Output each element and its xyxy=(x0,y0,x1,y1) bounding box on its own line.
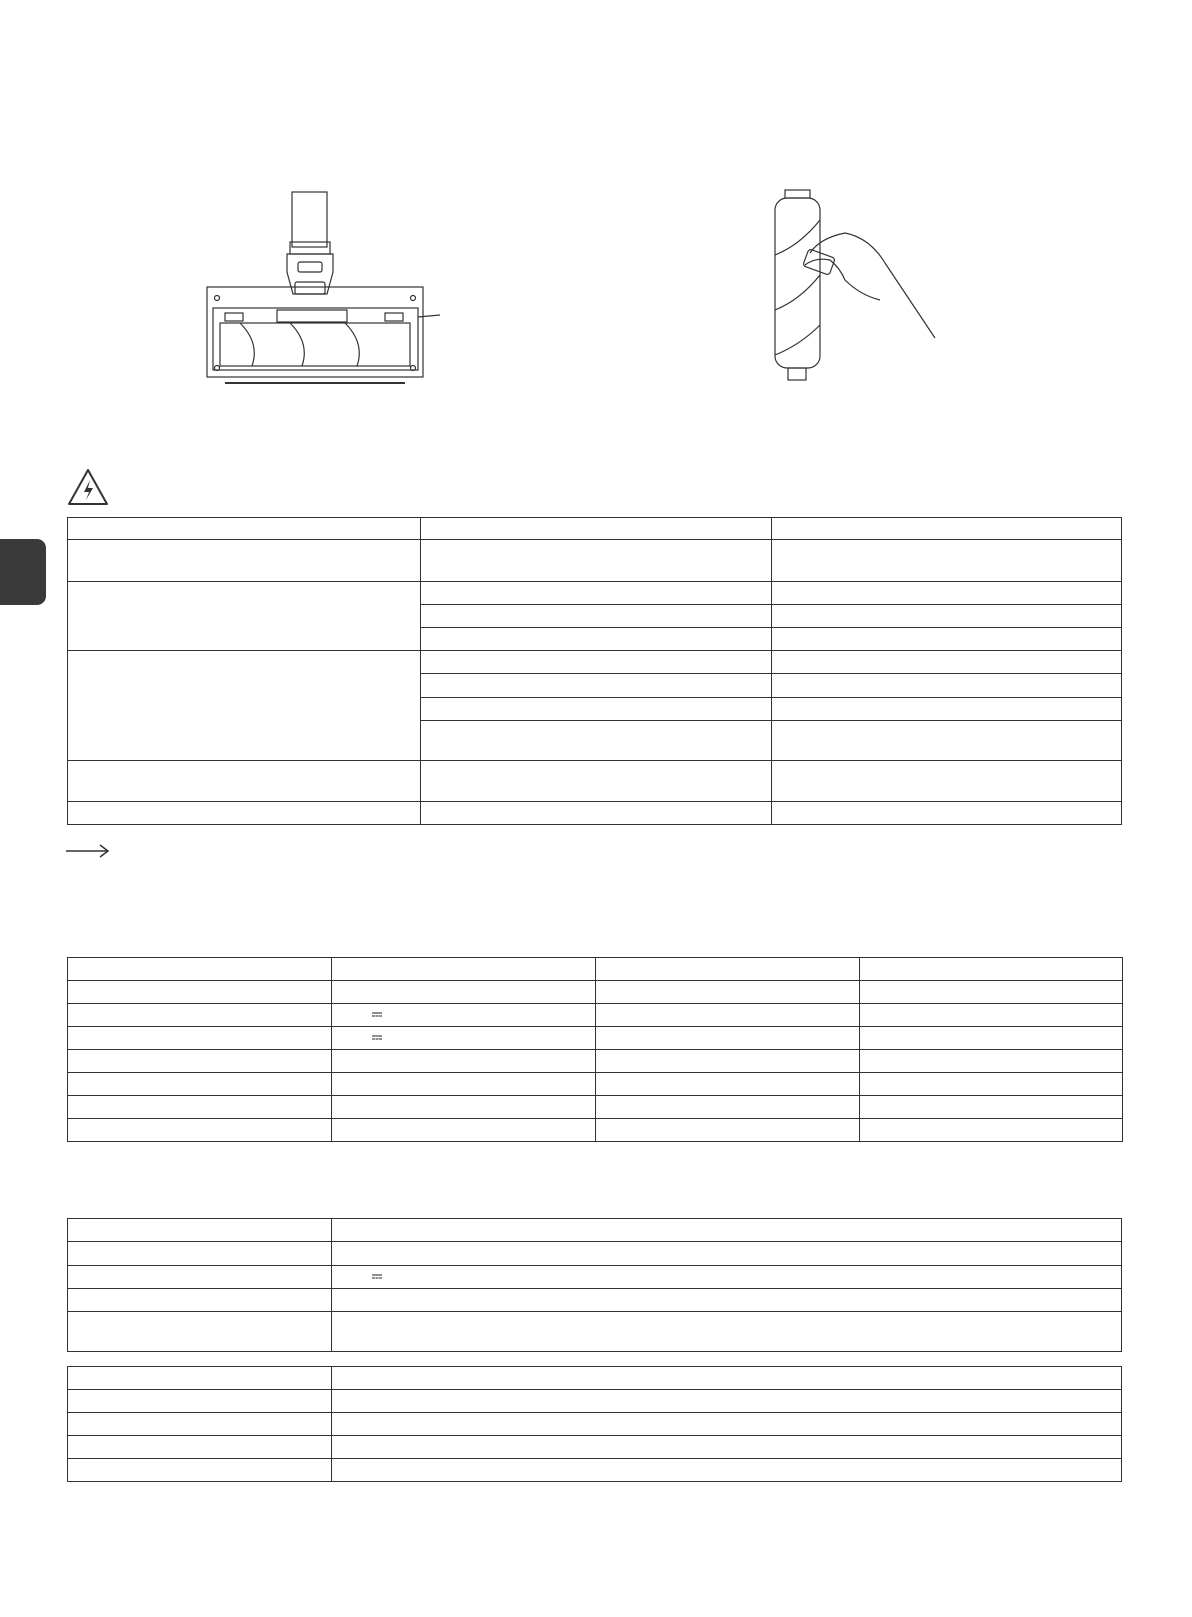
table-cell xyxy=(332,1413,1122,1436)
table-cell xyxy=(860,1119,1123,1142)
chapter-side-tab xyxy=(0,539,46,605)
table-cell xyxy=(860,1050,1123,1073)
table-cell xyxy=(596,981,860,1004)
table-cell xyxy=(421,540,772,582)
table-cell xyxy=(772,518,1122,540)
table-cell xyxy=(596,1027,860,1050)
battery-data-table xyxy=(67,1366,1122,1482)
table-cell xyxy=(421,674,772,698)
table-cell xyxy=(860,958,1123,981)
table-cell xyxy=(596,1073,860,1096)
table-cell xyxy=(860,981,1123,1004)
table-cell xyxy=(68,1367,332,1390)
table-cell xyxy=(68,761,421,802)
table-cell xyxy=(332,981,596,1004)
table-cell xyxy=(772,582,1122,605)
table-cell xyxy=(332,1390,1122,1413)
technical-data-table xyxy=(67,957,1123,1142)
table-cell xyxy=(68,1266,332,1289)
table-cell xyxy=(68,1413,332,1436)
table-cell xyxy=(68,1312,332,1352)
table-cell xyxy=(772,674,1122,698)
table-cell xyxy=(332,1459,1122,1482)
table-cell xyxy=(68,1459,332,1482)
table-cell xyxy=(421,721,772,761)
table-cell xyxy=(68,540,421,582)
table-cell xyxy=(596,1096,860,1119)
adapter-data-table xyxy=(67,1218,1122,1352)
table-cell xyxy=(421,628,772,651)
table-cell xyxy=(332,1096,596,1119)
table-cell xyxy=(68,1004,332,1027)
table-cell xyxy=(332,1119,596,1142)
table-cell xyxy=(772,698,1122,721)
table-cell xyxy=(772,761,1122,802)
long-right-arrow-icon xyxy=(66,844,110,858)
table-cell xyxy=(68,1096,332,1119)
table-cell xyxy=(332,1367,1122,1390)
table-cell xyxy=(68,1242,332,1266)
table-cell xyxy=(68,981,332,1004)
troubleshooting-table xyxy=(67,517,1122,825)
table-cell xyxy=(68,1027,332,1050)
table-cell xyxy=(68,802,421,825)
table-cell xyxy=(332,1312,1122,1352)
table-cell xyxy=(596,1004,860,1027)
table-cell xyxy=(68,1219,332,1242)
table-cell xyxy=(332,1266,1122,1289)
direct-current-symbol-icon xyxy=(372,1013,382,1018)
electric-shock-warning-icon xyxy=(66,467,110,507)
roller-cleaning-illustration xyxy=(760,185,960,395)
table-cell xyxy=(332,958,596,981)
table-cell xyxy=(332,1050,596,1073)
table-cell xyxy=(332,1073,596,1096)
table-cell xyxy=(68,1119,332,1142)
table-cell xyxy=(421,651,772,674)
table-cell xyxy=(860,1073,1123,1096)
table-cell xyxy=(332,1436,1122,1459)
table-cell xyxy=(421,605,772,628)
table-cell xyxy=(421,518,772,540)
table-cell xyxy=(772,540,1122,582)
table-cell xyxy=(68,1073,332,1096)
table-cell xyxy=(332,1242,1122,1266)
table-cell xyxy=(68,651,421,761)
table-cell xyxy=(68,1050,332,1073)
table-cell xyxy=(421,761,772,802)
table-cell xyxy=(68,1436,332,1459)
table-cell xyxy=(860,1096,1123,1119)
table-cell xyxy=(68,1390,332,1413)
table-cell xyxy=(596,1119,860,1142)
table-cell xyxy=(421,582,772,605)
table-cell xyxy=(596,958,860,981)
brush-head-illustration xyxy=(195,190,455,395)
table-cell xyxy=(332,1289,1122,1312)
table-cell xyxy=(68,582,421,651)
table-cell xyxy=(421,698,772,721)
table-cell xyxy=(596,1050,860,1073)
table-cell xyxy=(68,518,421,540)
table-cell xyxy=(772,605,1122,628)
table-cell xyxy=(860,1027,1123,1050)
table-cell xyxy=(772,651,1122,674)
table-cell xyxy=(421,802,772,825)
direct-current-symbol-icon xyxy=(372,1036,382,1041)
table-cell xyxy=(332,1004,596,1027)
direct-current-symbol-icon xyxy=(372,1275,382,1280)
table-cell xyxy=(860,1004,1123,1027)
table-cell xyxy=(332,1027,596,1050)
table-cell xyxy=(772,628,1122,651)
table-cell xyxy=(772,721,1122,761)
table-cell xyxy=(332,1219,1122,1242)
table-cell xyxy=(772,802,1122,825)
table-cell xyxy=(68,1289,332,1312)
table-cell xyxy=(68,958,332,981)
